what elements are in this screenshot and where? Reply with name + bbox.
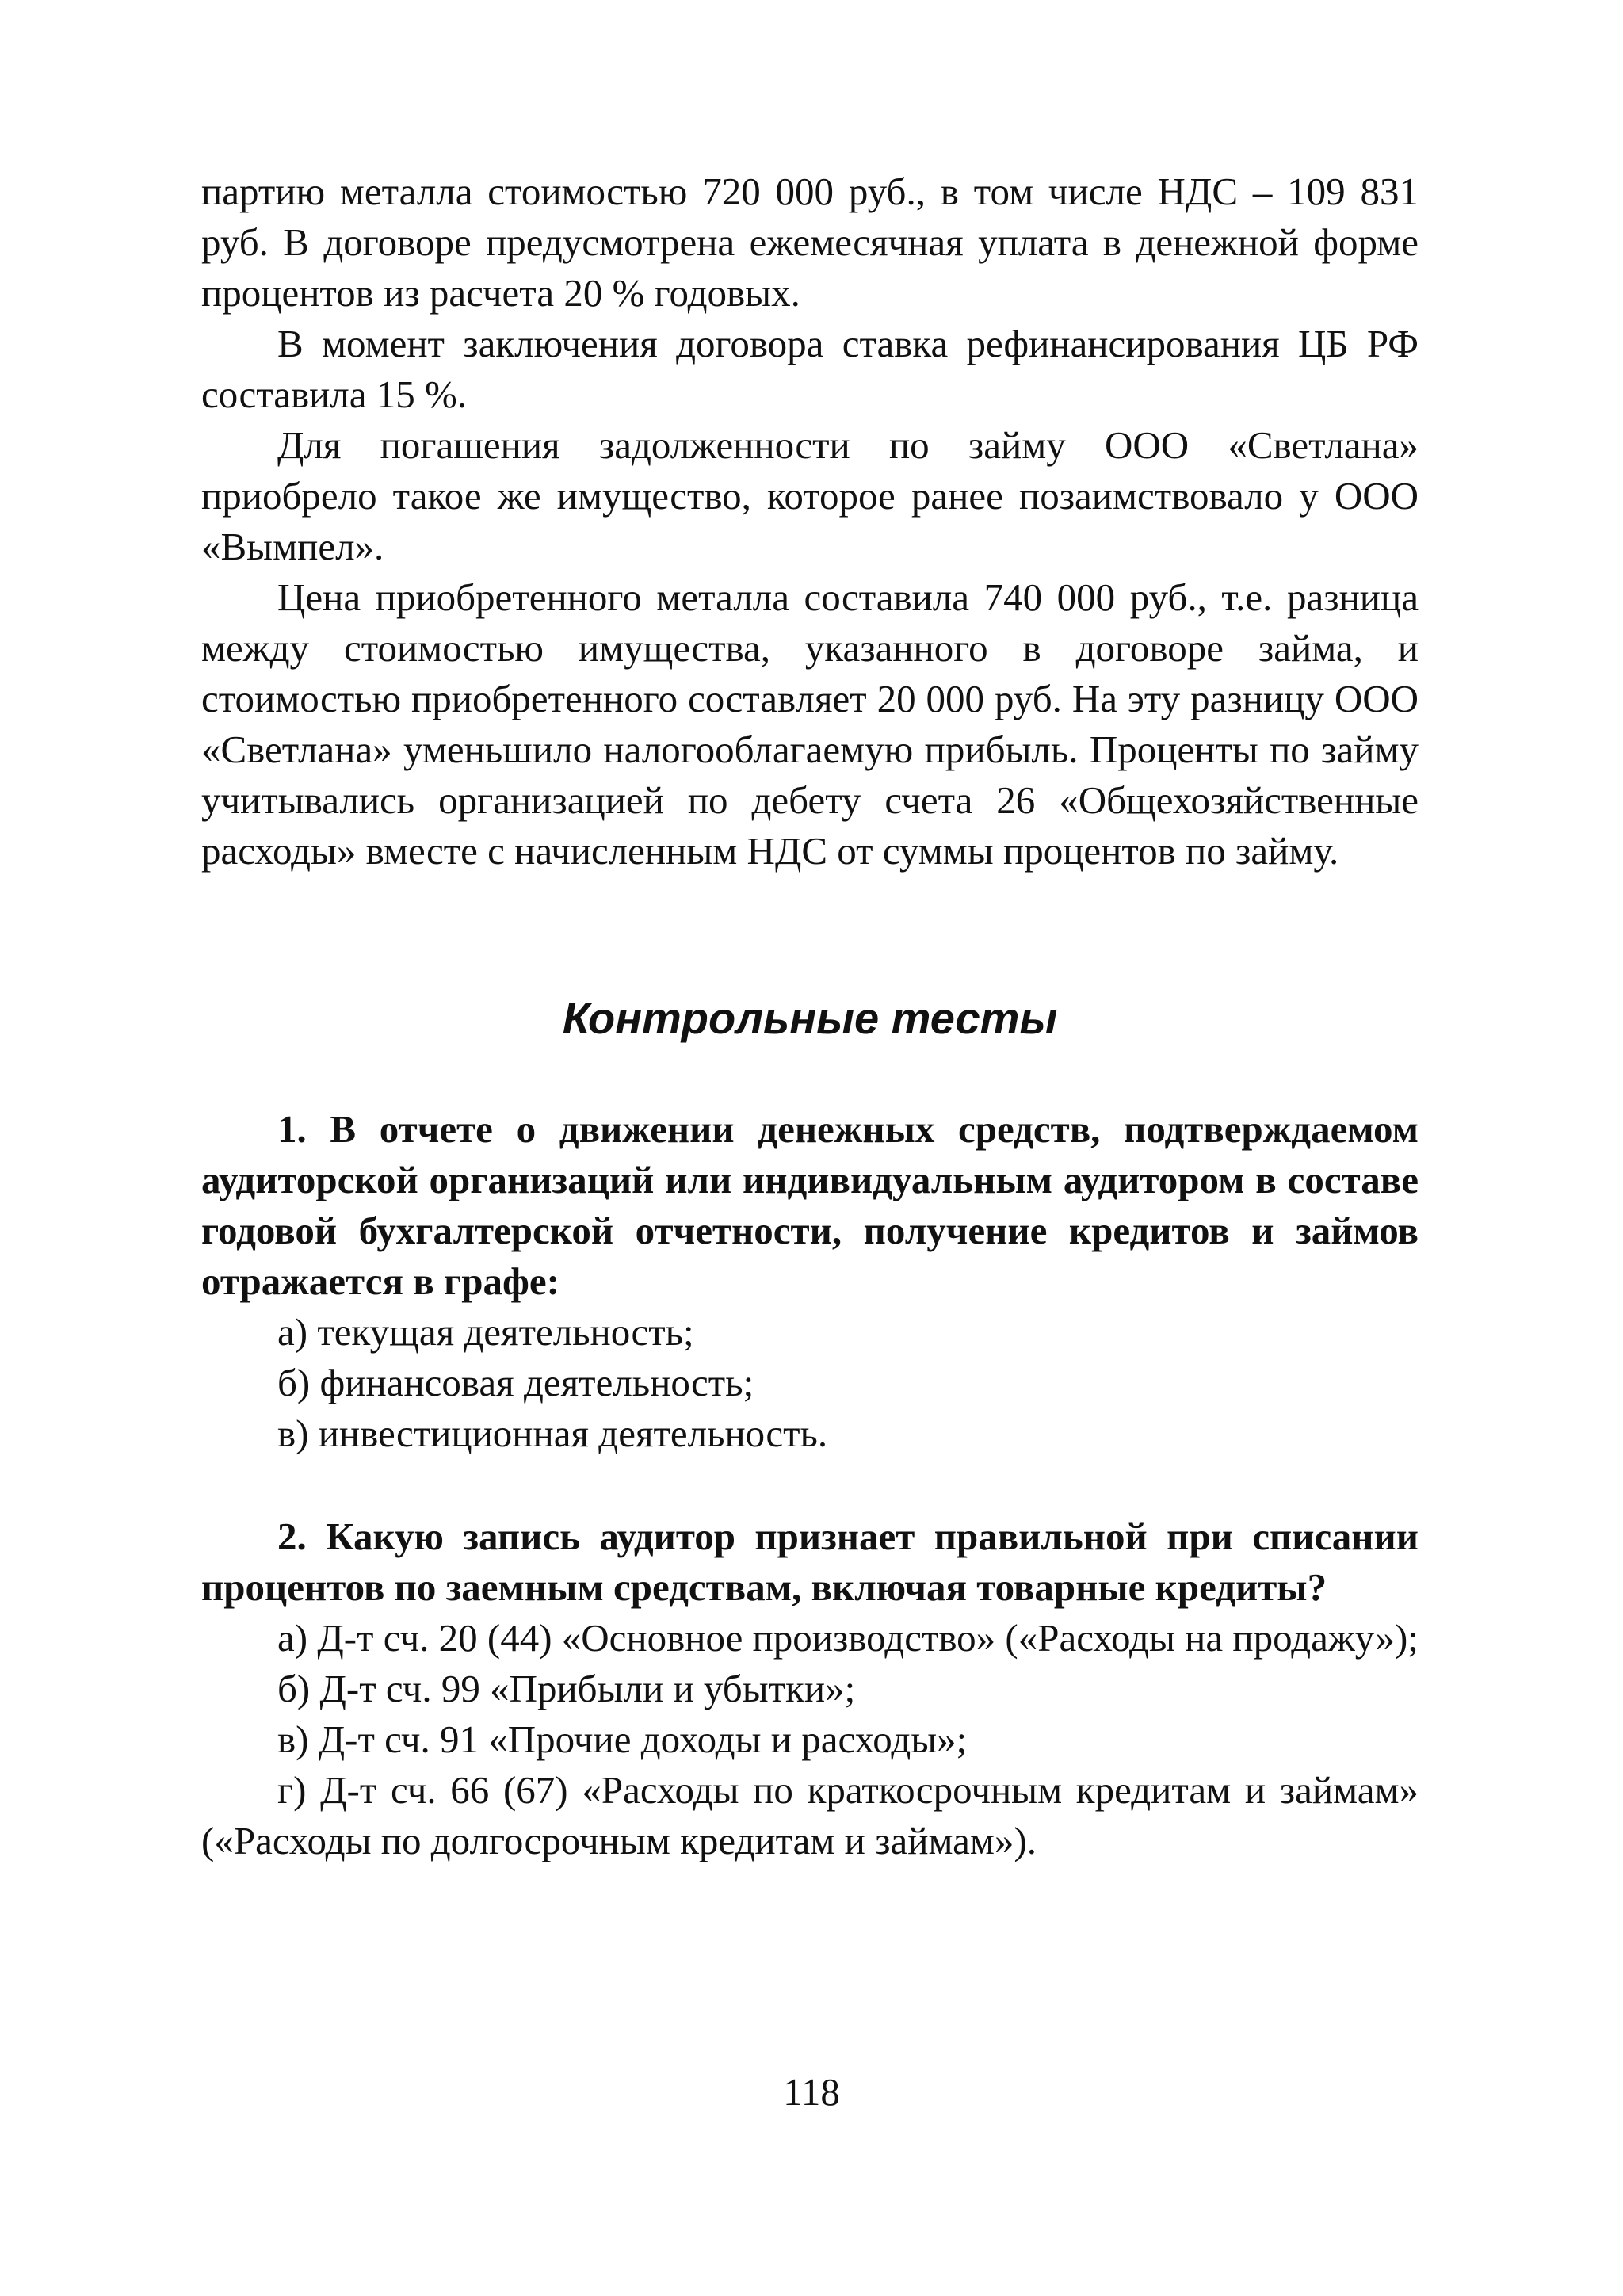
paragraph: В момент заключения договора ставка рефинансирования ЦБ РФ составила 15 %. xyxy=(201,322,1419,416)
paragraph: Цена приобретенного металла составила 740 000 руб., т.е. разница между стоимостью имущества, указанного в договоре займа, и стоимостью приобретенного составляет 20 000 руб. На эту разницу ООО «Светлана» уменьшило налогооблагаемую прибыль. Проценты по займу учитывались организацией по дебету счета 26 «Общехозяйственные расходы» вместе с начисленным НДС от суммы процентов по займу. xyxy=(201,575,1419,873)
answer-option: б) финансовая деятельность; xyxy=(277,1361,754,1404)
question-2 xyxy=(201,1511,1419,1866)
answer-option: б) Д-т сч. 99 «Прибыли и убытки»; xyxy=(277,1667,856,1710)
question-text: 2. Какую запись аудитор признает правильной при списании процентов по заемным средствам, включая товарные кредиты? xyxy=(201,1515,1419,1609)
answer-option: а) текущая деятельность; xyxy=(277,1310,694,1354)
page-number: 118 xyxy=(783,2070,840,2114)
paragraph: партию металла стоимостью 720 000 руб., в том числе НДС – 109 831 руб. В договоре предусмотрена ежемесячная уплата в денежной форме процентов из расчета 20 % годовых. xyxy=(201,170,1419,315)
section-title: Контрольные тесты xyxy=(562,993,1058,1043)
paragraph: Для погашения задолженности по займу ООО «Светлана» приобрело такое же имущество, которое ранее позаимствовало у ООО «Вымпел». xyxy=(201,423,1419,568)
question-1 xyxy=(201,1104,1419,1459)
answer-option: в) инвестиционная деятельность. xyxy=(277,1412,828,1455)
answer-option: в) Д-т сч. 91 «Прочие доходы и расходы»; xyxy=(277,1717,968,1761)
answer-option: а) Д-т сч. 20 (44) «Основное производство» («Расходы на продажу»); xyxy=(277,1616,1419,1660)
intro-text xyxy=(201,166,1419,877)
answer-option: г) Д-т сч. 66 (67) «Расходы по краткосрочным кредитам и займам» («Расходы по долгосрочным кредитам и займам»). xyxy=(201,1768,1419,1862)
question-text: 1. В отчете о движении денежных средств, подтверждаемом аудиторской организаций или индивидуальным аудитором в составе годовой бухгалтерской отчетности, получение кредитов и займов отражается в графе: xyxy=(201,1107,1419,1303)
